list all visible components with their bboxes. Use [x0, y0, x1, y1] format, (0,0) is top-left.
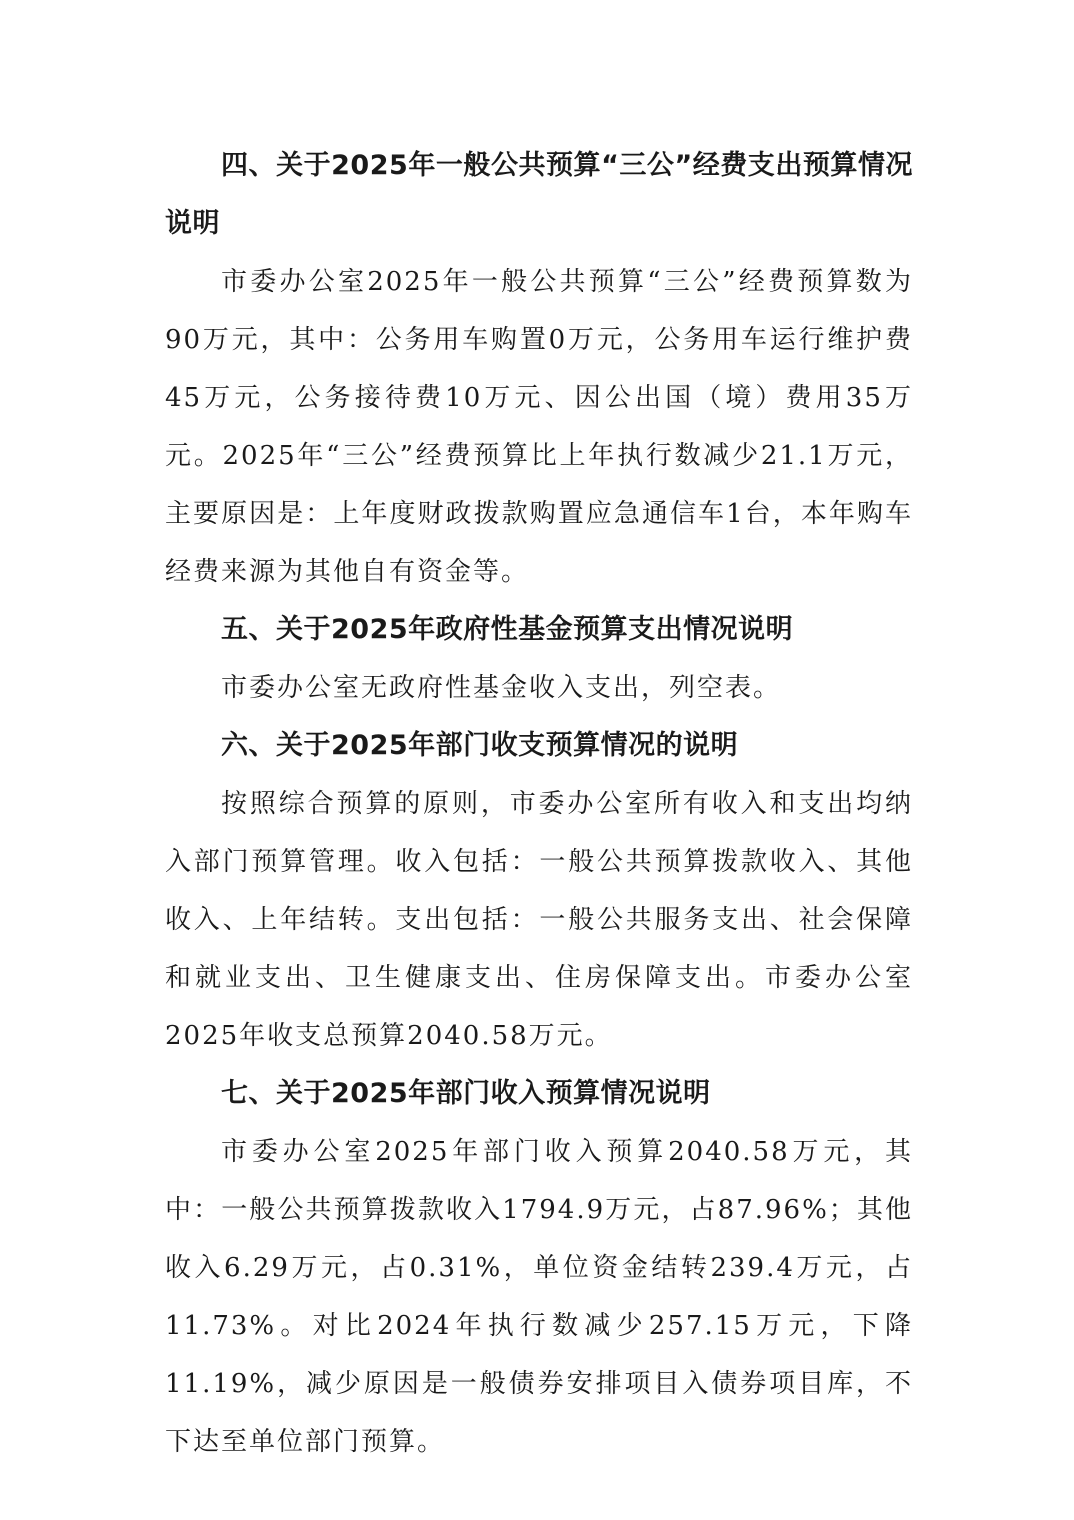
section-heading-4: 四、关于2025年一般公共预算“三公”经费支出预算情况说明 — [165, 150, 913, 239]
section-heading-5: 五、关于2025年政府性基金预算支出情况说明 — [221, 614, 794, 645]
section-heading-6: 六、关于2025年部门收支预算情况的说明 — [221, 730, 739, 761]
section-paragraph-5: 市委办公室无政府性基金收入支出，列空表。 — [221, 673, 782, 703]
section-paragraph-7: 市委办公室2025年部门收入预算2040.58万元，其中：一般公共预算拨款收入1794.9万元，占87.96%；其他收入6.29万元，占0.31%，单位资金结转239.4万元，占11.73%。对比2024年执行数减少257.15万元，下降11.19%，减少原因是一般债券安排项目入债券项目库，不下达至单位部门预算。 — [165, 1137, 913, 1457]
document-body — [165, 137, 913, 1471]
section-paragraph-4: 市委办公室2025年一般公共预算“三公”经费预算数为90万元，其中：公务用车购置0万元，公务用车运行维护费45万元，公务接待费10万元、因公出国（境）费用35万元。2025年“三公”经费预算比上年执行数减少21.1万元，主要原因是：上年度财政拨款购置应急通信车1台，本年购车经费来源为其他自有资金等。 — [165, 267, 913, 587]
section-paragraph-6: 按照综合预算的原则，市委办公室所有收入和支出均纳入部门预算管理。收入包括：一般公共预算拨款收入、其他收入、上年结转。支出包括：一般公共服务支出、社会保障和就业支出、卫生健康支出、住房保障支出。市委办公室2025年收支总预算2040.58万元。 — [165, 789, 913, 1051]
section-heading-7: 七、关于2025年部门收入预算情况说明 — [221, 1078, 711, 1109]
